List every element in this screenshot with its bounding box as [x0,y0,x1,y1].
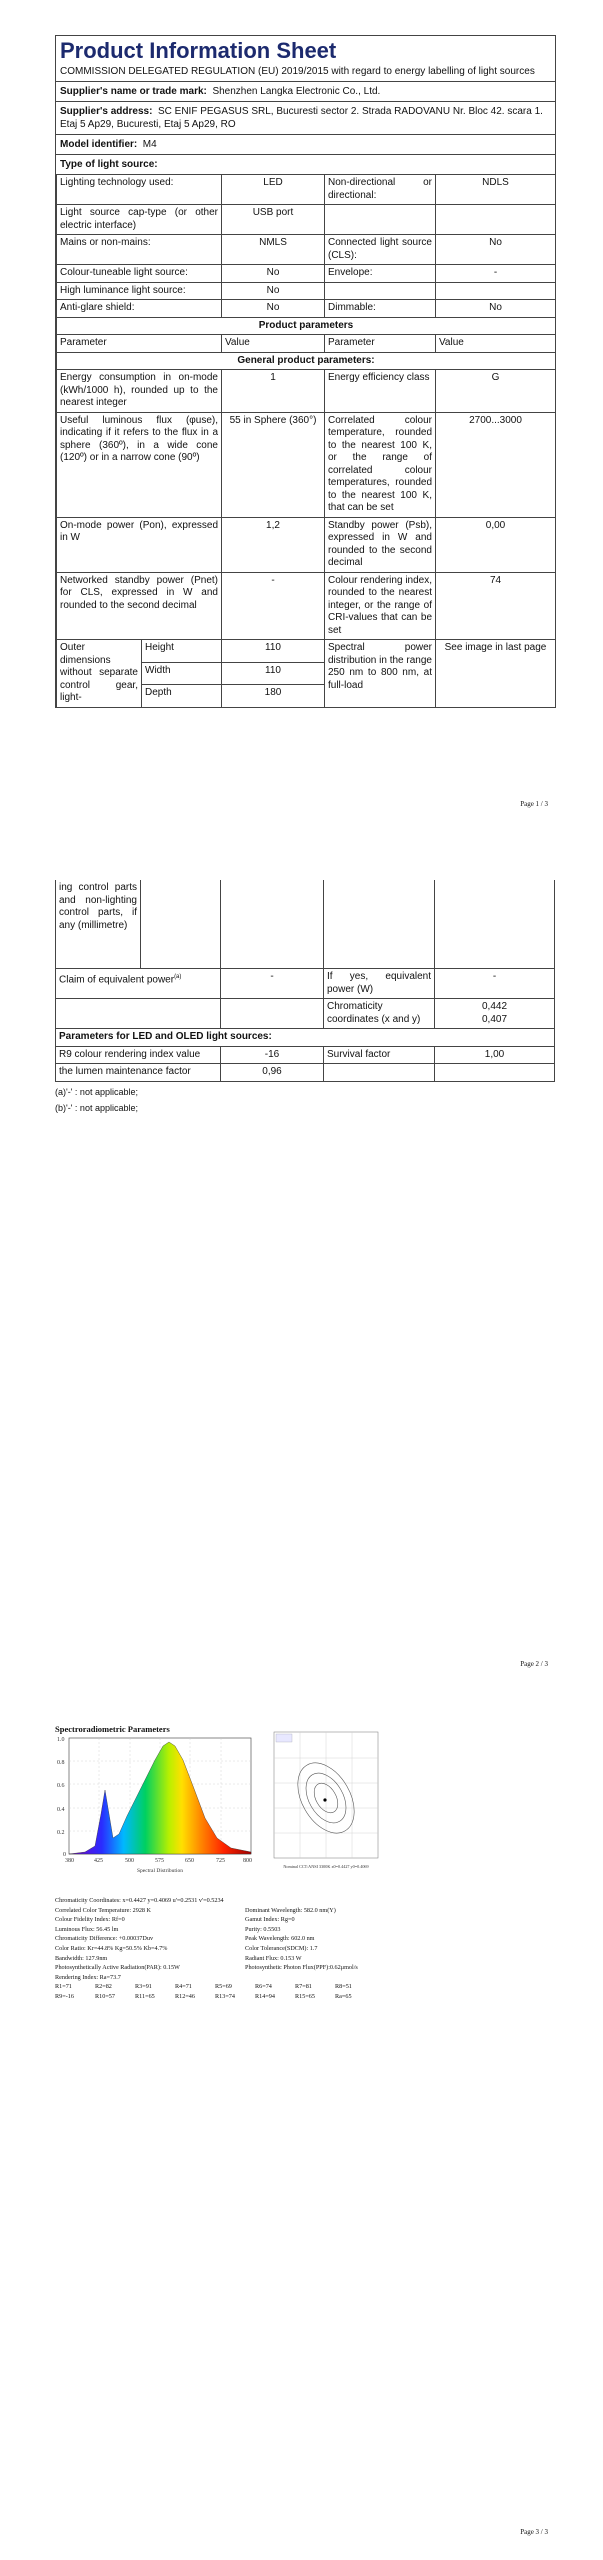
rendering-index: R2=82 [95,1983,112,1991]
rendering-index: R11=65 [135,1992,155,2000]
general-value: 55 in Sphere (360°) [222,412,325,517]
supplier-name: Shenzhen Langka Electronic Co., Ltd. [212,86,381,97]
type-table [56,174,556,640]
survival-value: 1,00 [435,1046,555,1064]
type-row [57,205,556,235]
svg-text:500: 500 [125,1858,134,1864]
measurement-right: Color Tolerance(SDCM): 1.7 [245,1944,318,1952]
measurement-left: Chromaticity Coordinates: x=0.4427 y=0.4069 u'=0.2531 v'=0.5234 [55,1897,224,1904]
type-row [57,282,556,300]
general-row [57,370,556,413]
measurement-row [55,1934,475,1944]
rendering-index: R7=81 [295,1983,312,1991]
measurement-row [55,1973,475,1983]
general-value: 1,2 [222,517,325,572]
general-param: Colour rendering index, rounded to the nearest integer, or the range of CRI-values that can be set [325,572,436,640]
dim-depth-value: 180 [222,685,325,708]
cie-legend [276,1734,292,1742]
svg-text:0.6: 0.6 [57,1783,65,1789]
rendering-index: R10=57 [95,1992,115,2000]
spectral-value: See image in last page [436,640,556,708]
measurement-left: Rendering Index: Ra=73.7 [55,1973,121,1981]
svg-text:575: 575 [155,1858,164,1864]
cie-tolerance-plot [262,1728,382,1878]
measurement-right: Photosynthetic Photon Flux(PPF):0.62μmol/s [245,1964,358,1972]
outer-dims-label: Outer dimensions without separate control gear, light- [57,640,142,708]
type-param: High luminance light source: [57,282,222,300]
rendering-index: R14=94 [255,1992,275,2000]
general-param: Correlated colour temperature, rounded to the nearest 100 K, or the range of correlated colour temperatures, rounded to the nearest 100 K, that can be set [325,412,436,517]
svg-text:800: 800 [243,1858,252,1864]
measurement-right: Radiant Flux: 0.153 W [245,1954,302,1962]
page-2 [0,880,603,1700]
type-row [57,265,556,283]
sheet-title: Product Information Sheet [60,38,337,63]
spectral-plot [55,1734,255,1874]
measurement-left: Correlated Color Temperature: 2928 K [55,1906,152,1914]
led-header: Parameters for LED and OLED light sources: [56,1029,555,1047]
type-value: - [436,265,556,283]
sheet-continuation [55,880,554,1118]
rendering-index: R15=65 [295,1992,315,2000]
general-value: 0,00 [436,517,556,572]
r9-label: R9 colour rendering index value [56,1046,221,1064]
spectral-label: Spectral power distribution in the range 250 nm to 800 nm, at full-load [325,640,436,708]
svg-text:0.8: 0.8 [57,1760,65,1766]
rendering-index: R13=74 [215,1992,235,2000]
page-1 [0,0,603,820]
x-ticks [65,1858,252,1864]
type-value: LED [222,175,325,205]
rendering-index: R12=46 [175,1992,195,2000]
info-sheet [55,35,556,708]
general-value: 1 [222,370,325,413]
type-param: Envelope: [325,265,436,283]
type-row [57,235,556,265]
page-3 [0,1720,603,2560]
measurement-left: Bandwidth: 127.9nm [55,1954,108,1962]
lumen-label: the lumen maintenance factor [56,1064,221,1082]
svg-text:0.4: 0.4 [57,1807,65,1813]
measurement-left: Luminous Flux: 56.45 lm [55,1925,119,1933]
measurement-left: Chromaticity Difference: +0.00037Duv [55,1935,154,1943]
outer-dims-label-cont: ing control parts and non-lighting control parts, if any (millimetre) [56,880,141,969]
dim-width-label: Width [142,662,222,685]
measurement-row [55,1915,475,1925]
general-value: 74 [436,572,556,640]
page-number-2: Page 2 / 3 [520,1660,548,1668]
type-value [436,282,556,300]
rendering-index: Ra=65 [335,1992,352,2000]
dim-height-value: 110 [222,640,325,663]
rendering-index: R1=71 [55,1983,72,1991]
rendering-index: R8=51 [335,1983,352,1991]
type-param: Anti-glare shield: [57,300,222,318]
type-row [57,300,556,318]
general-param: Networked standby power (Pnet) for CLS, expressed in W and rounded to the second decimal [57,572,222,640]
chroma-label: Chromaticity coordinates (x and y) [324,999,435,1029]
rendering-index: R4=71 [175,1983,192,1991]
claim-table [55,968,555,1082]
svg-text:0.2: 0.2 [57,1830,65,1836]
general-param: Standby power (Psb), expressed in W and rounded to the second decimal [325,517,436,572]
claim-label: Claim of equivalent power$^{(a)}$ [56,969,221,999]
measurement-row [55,1906,475,1916]
measurement-left: Color Ratio: Kr=44.8% Kg=50.5% Kb=4.7% [55,1944,168,1952]
page-number-1: Page 1 / 3 [520,800,548,808]
measurement-right: Gamut Index: Rg=0 [245,1916,295,1924]
general-header: General product parameters: [57,352,556,370]
measurement-left: Colour Fidelity Index: Rf=0 [55,1916,125,1924]
dims-table-p1 [56,639,556,708]
type-param: Non-directional or directional: [325,175,436,205]
measurement-right: Purity: 0.5503 [245,1925,281,1933]
equiv-label: If yes, equivalent power (W) [324,969,435,999]
dims-table-p2 [55,880,555,969]
svg-text:425: 425 [94,1858,103,1864]
x-axis-label: Spectral Distribution [137,1868,183,1874]
general-value: G [436,370,556,413]
type-param: Colour-tuneable light source: [57,265,222,283]
lumen-value: 0,96 [221,1064,324,1082]
general-value: - [222,572,325,640]
general-param: Energy consumption in on-mode (kWh/1000 h), rounded up to the nearest integer [57,370,222,413]
type-param: Dimmable: [325,300,436,318]
regulation-text: COMMISSION DELEGATED REGULATION (EU) 2019/2015 with regard to energy labelling of light sources [60,66,535,77]
y-ticks [57,1737,66,1858]
type-value: No [222,300,325,318]
svg-text:380: 380 [65,1858,74,1864]
type-param [325,205,436,235]
type-value: USB port [222,205,325,235]
supplier-address-row: Supplier's address: SC ENIF PEGASUS SRL, Bucuresti sector 2. Strada RADOVANU Nr. Bloc 42. scara 1. Etaj 5 Ap29, Bucuresti, Etaj 5 Ap29, RO [56,102,555,135]
type-value: No [222,282,325,300]
measurement-right: Peak Wavelength: 602.0 nm [245,1935,315,1943]
type-value: No [436,300,556,318]
col-headers: Parameter Value Parameter Value [57,335,556,353]
general-row [57,517,556,572]
supplier-address: SC ENIF PEGASUS SRL, Bucuresti sector 2. Strada RADOVANU Nr. Bloc 42. scara 1. Etaj 5 Ap29, Bucuresti, Etaj 5 Ap29, RO [60,106,543,130]
measured-point [323,1798,326,1801]
svg-text:1.0: 1.0 [57,1737,65,1743]
general-row [57,572,556,640]
r9-value: -16 [221,1046,324,1064]
measurement-row [55,1963,475,1973]
chroma-value: 0,442 0,407 [435,999,555,1029]
type-value: No [222,265,325,283]
general-param: Energy efficiency class [325,370,436,413]
survival-label: Survival factor [324,1046,435,1064]
measurement-right: Dominant Wavelength: 582.0 nm(Y) [245,1906,336,1914]
rendering-index: R3=91 [135,1983,152,1991]
rendering-indices-row-2 [55,1992,475,2002]
rendering-index: R9=-16 [55,1992,74,2000]
spectro-title: Spectroradiometric Parameters [55,1724,170,1734]
measurement-row [55,1896,475,1906]
measurement-row [55,1944,475,1954]
measurement-left: Photosynthetically Active Radiation(PAR): 0.15W [55,1964,180,1972]
general-value: 2700...3000 [436,412,556,517]
params-header: Product parameters [57,317,556,335]
footnotes [55,1082,554,1118]
svg-text:0: 0 [63,1852,66,1858]
svg-text:725: 725 [216,1858,225,1864]
type-param: Lighting technology used: [57,175,222,205]
model-row: Model identifier: M4 [56,135,555,155]
dim-height-label: Height [142,640,222,663]
type-row [57,175,556,205]
type-value [436,205,556,235]
rendering-index: R6=74 [255,1983,272,1991]
type-param: Light source cap-type (or other electric interface) [57,205,222,235]
claim-value: - [221,969,324,999]
rendering-indices-row-1 [55,1982,475,1992]
type-value: NDLS [436,175,556,205]
model-identifier: M4 [142,139,157,150]
measurement-data [55,1896,475,2002]
footnote-a: (a)'-' : not applicable; [55,1086,138,1097]
rendering-index: R5=69 [215,1983,232,1991]
footnote-b: (b)'-' : not applicable; [55,1102,138,1113]
type-value: NMLS [222,235,325,265]
type-header: Type of light source: [56,155,555,175]
type-param: Mains or non-mains: [57,235,222,265]
dim-width-value: 110 [222,662,325,685]
cie-caption: Nominal CCT:ANSI 3300K x0=0.4427 y0=0.4069 [283,1864,369,1869]
measurement-right [245,1896,475,1906]
type-param: Connected light source (CLS): [325,235,436,265]
general-param: On-mode power (Pon), expressed in W [57,517,222,572]
type-value: No [436,235,556,265]
dim-depth-label: Depth [142,685,222,708]
measurement-row [55,1954,475,1964]
type-param [325,282,436,300]
equiv-value: - [435,969,555,999]
page-number-3: Page 3 / 3 [520,2528,548,2536]
general-row [57,412,556,517]
measurement-row [55,1925,475,1935]
general-param: Useful luminous flux (φuse), indicating if it refers to the flux in a sphere (360º), in a wide cone (120º) or in a narrow cone (90º) [57,412,222,517]
measurement-right [245,1973,475,1983]
svg-text:650: 650 [185,1858,194,1864]
supplier-name-row: Supplier's name or trade mark: Shenzhen Langka Electronic Co., Ltd. [56,82,555,102]
